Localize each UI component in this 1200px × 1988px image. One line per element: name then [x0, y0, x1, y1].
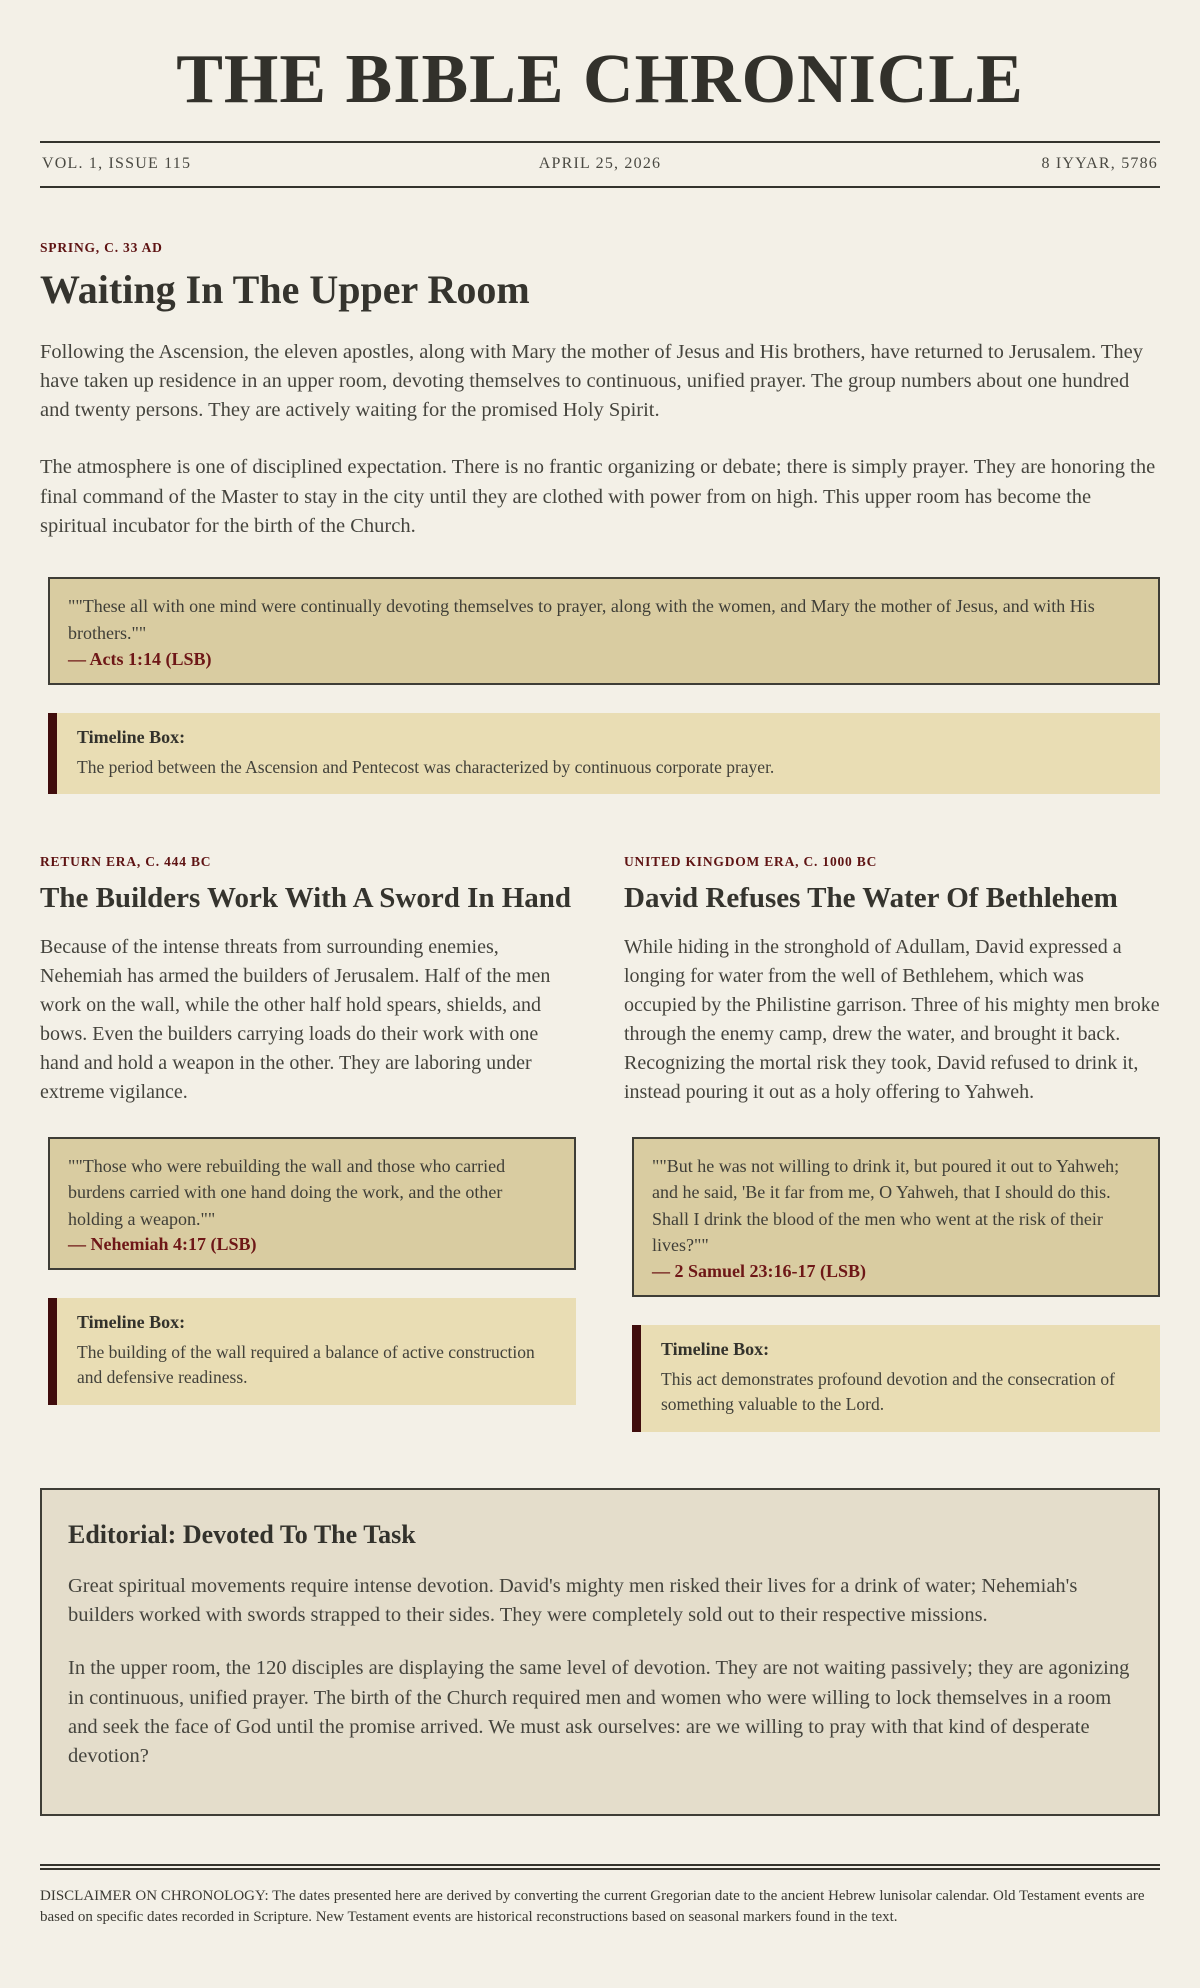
lead-article-headline: Waiting In The Upper Room — [40, 266, 530, 312]
article-david-water — [624, 854, 1160, 1431]
page-footer — [40, 1864, 1160, 1929]
lead-article-paragraph: Following the Ascension, the eleven apostles, along with Mary the mother of Jesus and His brothers, have returned to Jerusalem. They have taken up residence in an upper room, devoting themselves to continuous, unified prayer. The group numbers about one hundred and twenty persons. They are actively waiting for the promised Holy Spirit. — [40, 340, 1143, 422]
timeline-box-text: The period between the Ascension and Pentecost was characterized by continuous corporate prayer. — [77, 756, 775, 777]
column-article-kicker: RETURN ERA, C. 444 BC — [40, 854, 212, 870]
timeline-box-text: The building of the wall required a balance of active construction and defensive readiness. — [77, 1342, 535, 1388]
scripture-quote-box — [48, 1137, 576, 1271]
masthead — [40, 40, 1160, 188]
hebrew-date-label: 8 IYYAR, 5786 — [1041, 154, 1158, 172]
scripture-quote-text: ""Those who were rebuilding the wall and those who carried burdens carried with one hand doing the work, and the other holding a weapon."" — [68, 1155, 506, 1229]
timeline-box-text: This act demonstrates profound devotion and the consecration of something valuable to the Lord. — [661, 1369, 1115, 1414]
scripture-quote-box — [48, 577, 1160, 684]
scripture-quote-text: ""But he was not willing to drink it, but poured it out to Yahweh; and he said, 'Be it far from me, O Yahweh, that I should do this. Shall I drink the blood of the men who went at the risk of their lives?"" — [652, 1155, 1120, 1256]
lead-article-paragraph: The atmosphere is one of disciplined expectation. There is no frantic organizing or debate; there is simply prayer. They are honoring the final command of the Master to stay in the city until they are clothed with power from on high. This upper room has become the spiritual incubator for the birth of the Church. — [40, 456, 1156, 538]
timeline-box-label: Timeline Box: — [77, 1312, 186, 1333]
timeline-box-label: Timeline Box: — [661, 1339, 770, 1360]
volume-issue-label: VOL. 1, ISSUE 115 — [42, 154, 192, 172]
scripture-quote-citation: — Acts 1:14 (LSB) — [68, 648, 212, 669]
timeline-box — [48, 713, 1160, 795]
column-article-headline: David Refuses The Water Of Bethlehem — [624, 882, 1118, 915]
lead-article — [40, 240, 1160, 795]
masthead-meta-row — [40, 143, 1160, 186]
column-article-paragraph: While hiding in the stronghold of Adullam, David expressed a longing for water from the well of Bethlehem, which was occupied by the Philistine garrison. Three of his mighty men broke through the enemy camp, drew the water, and brought it back. Recognizing the mortal risk they took, David refused to drink it, instead pouring it out as a holy offering to Yahweh. — [624, 935, 1160, 1103]
scripture-quote-text: ""These all with one mind were continually devoting themselves to prayer, along with the women, and Mary the mother of Jesus, and with His brothers."" — [68, 596, 1095, 643]
chronology-disclaimer: DISCLAIMER ON CHRONOLOGY: The dates presented here are derived by converting the current Gregorian date to the ancient Hebrew lunisolar calendar. Old Testament events are based on specific dates recorded in Scripture. New Testament events are historical reconstructions based on seasonal markers found in the text. — [40, 1887, 1145, 1925]
scripture-quote-box — [632, 1137, 1160, 1298]
two-column-section — [40, 854, 1160, 1431]
scripture-quote-citation: — Nehemiah 4:17 (LSB) — [68, 1234, 257, 1255]
column-article-headline: The Builders Work With A Sword In Hand — [40, 882, 572, 915]
gregorian-date-label: APRIL 25, 2026 — [538, 154, 662, 172]
timeline-box — [632, 1325, 1160, 1432]
timeline-box-label: Timeline Box: — [77, 726, 186, 747]
lead-article-kicker: SPRING, C. 33 AD — [40, 239, 163, 255]
editorial-box — [40, 1488, 1160, 1816]
masthead-title: THE BIBLE CHRONICLE — [176, 41, 1024, 118]
column-article-paragraph: Because of the intense threats from surrounding enemies, Nehemiah has armed the builders of Jerusalem. Half of the men work on the wall, while the other half hold spears, shields, and bows. Even the builders carrying loads do their work with one hand and hold a weapon in the other. They are laboring under extreme vigilance. — [40, 935, 551, 1103]
editorial-title: Editorial: Devoted To The Task — [68, 1519, 416, 1549]
editorial-paragraph: Great spiritual movements require intense devotion. David's mighty men risked their lives for a drink of water; Nehemiah's builders worked with swords strapped to their sides. They were completely sold out to their respective missions. — [68, 1574, 1078, 1627]
column-article-kicker: UNITED KINGDOM ERA, C. 1000 BC — [624, 854, 878, 870]
article-builders-sword — [40, 854, 576, 1405]
footer-double-rule — [40, 1864, 1160, 1870]
timeline-box — [48, 1298, 576, 1405]
editorial-paragraph: In the upper room, the 120 disciples are displaying the same level of devotion. They are not waiting passively; they are agonizing in continuous, unified prayer. The birth of the Church required men and women who were willing to lock themselves in a room and seek the face of God until the promise arrived. We must ask ourselves: are we willing to pray with that kind of desperate devotion? — [68, 1657, 1130, 1768]
masthead-rule-bottom — [40, 186, 1160, 188]
scripture-quote-citation: — 2 Samuel 23:16-17 (LSB) — [652, 1261, 867, 1282]
